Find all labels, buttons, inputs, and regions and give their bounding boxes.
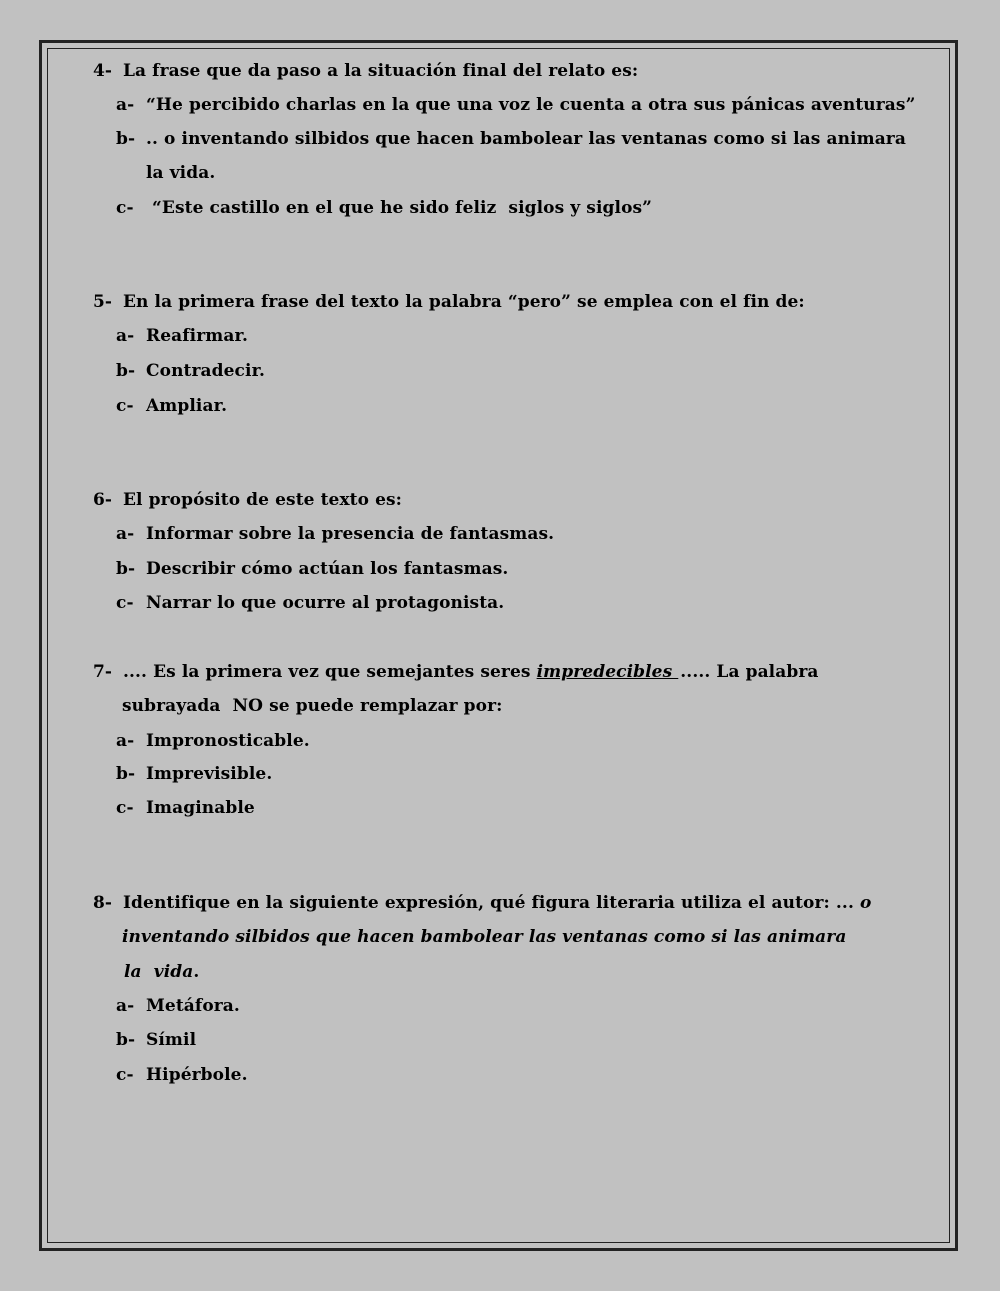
- question-4-option-b-continuation: [146, 162, 215, 184]
- option-letter: b-: [116, 559, 136, 579]
- option-letter: c-: [116, 396, 134, 416]
- question-5-option-a[interactable]: [116, 325, 248, 347]
- question-5-option-b[interactable]: [116, 360, 265, 382]
- option-text: Describir cómo actúan los fantasmas.: [146, 559, 509, 579]
- question-7-stem: [93, 661, 819, 683]
- question-7-option-a[interactable]: [116, 730, 310, 752]
- question-number: 5-: [93, 292, 113, 312]
- option-text: Ampliar.: [146, 396, 228, 416]
- question-8-option-b[interactable]: [116, 1029, 196, 1051]
- option-letter: c-: [116, 1065, 134, 1085]
- option-letter: c-: [116, 593, 134, 613]
- question-4-option-c[interactable]: [116, 197, 652, 219]
- question-4-stem: [93, 60, 638, 82]
- question-text: Identifique en la siguiente expresión, qué figura literaria utiliza el autor: ...: [123, 893, 860, 913]
- option-letter: c-: [116, 198, 134, 218]
- quoted-expression-start: o: [859, 893, 872, 913]
- option-text: Informar sobre la presencia de fantasmas.: [146, 524, 555, 544]
- question-6-option-c[interactable]: [116, 592, 504, 614]
- question-number: 4-: [93, 61, 113, 81]
- question-6-option-b[interactable]: [116, 558, 508, 580]
- option-text-continuation: la vida.: [146, 163, 216, 183]
- question-number: 6-: [93, 490, 113, 510]
- question-7-option-b[interactable]: [116, 763, 272, 785]
- option-letter: a-: [116, 996, 135, 1016]
- question-4-option-b[interactable]: [116, 128, 906, 150]
- option-letter: b-: [116, 129, 136, 149]
- question-7-stem-continuation: [122, 695, 503, 717]
- option-text: Contradecir.: [146, 361, 266, 381]
- option-text: Reafirmar.: [146, 326, 249, 346]
- question-6-stem: [93, 489, 402, 511]
- option-letter: a-: [116, 326, 135, 346]
- question-text: .... Es la primera vez que semejantes seres: [123, 662, 537, 682]
- question-8-stem: [93, 892, 871, 914]
- question-text: El propósito de este texto es:: [123, 490, 403, 510]
- question-4-option-a[interactable]: [116, 94, 915, 116]
- option-letter: b-: [116, 764, 136, 784]
- question-7-option-c[interactable]: [116, 797, 255, 819]
- question-5-option-c[interactable]: [116, 395, 227, 417]
- question-text: En la primera frase del texto la palabra “pero” se emplea con el fin de:: [123, 292, 805, 312]
- option-letter: c-: [116, 798, 134, 818]
- option-text: “Este castillo en el que he sido feliz siglos y siglos”: [146, 198, 653, 218]
- question-6-option-a[interactable]: [116, 523, 554, 545]
- option-text: Hipérbole.: [146, 1065, 248, 1085]
- question-text: La frase que da paso a la situación final del relato es:: [123, 61, 639, 81]
- option-letter: a-: [116, 524, 135, 544]
- question-5-stem: [93, 291, 805, 313]
- question-8-stem-line-3: [124, 961, 199, 983]
- question-text-continuation: subrayada NO se puede remplazar por:: [122, 696, 503, 716]
- quoted-expression: inventando silbidos que hacen bambolear las ventanas como si las animara: [122, 927, 847, 947]
- option-text: Imaginable: [146, 798, 255, 818]
- option-letter: a-: [116, 731, 135, 751]
- question-8-option-c[interactable]: [116, 1064, 248, 1086]
- option-letter: b-: [116, 1030, 136, 1050]
- option-text: Metáfora.: [146, 996, 240, 1016]
- question-8-option-a[interactable]: [116, 995, 240, 1017]
- underlined-word: impredecibles: [536, 662, 679, 682]
- option-letter: a-: [116, 95, 135, 115]
- option-text: “He percibido charlas en la que una voz le cuenta a otra sus pánicas aventuras”: [146, 95, 916, 115]
- question-number: 7-: [93, 662, 113, 682]
- question-8-stem-line-2: [122, 926, 846, 948]
- option-text: Impronosticable.: [146, 731, 310, 751]
- option-text: .. o inventando silbidos que hacen bambolear las ventanas como si las animara: [146, 129, 906, 149]
- option-text: Símil: [146, 1030, 197, 1050]
- option-text: Narrar lo que ocurre al protagonista.: [146, 593, 505, 613]
- quoted-expression-end: la vida: [124, 962, 194, 982]
- option-text: Imprevisible.: [146, 764, 273, 784]
- question-text-end: ..... La palabra: [680, 662, 819, 682]
- sentence-period: .: [193, 962, 200, 982]
- question-number: 8-: [93, 893, 113, 913]
- option-letter: b-: [116, 361, 136, 381]
